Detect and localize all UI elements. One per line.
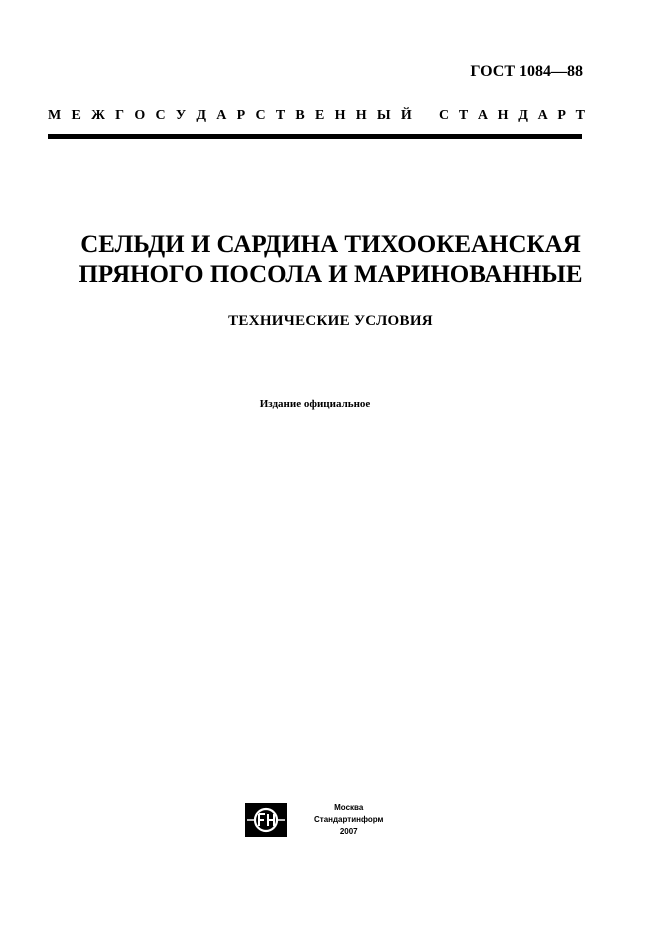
standard-type-letter: Р	[236, 108, 246, 123]
standard-type-letter: Д	[518, 108, 528, 123]
standard-type-letter: А	[216, 108, 227, 123]
standard-type-letter: С	[439, 108, 450, 123]
standard-type-letter: Й	[400, 108, 412, 123]
standard-type-letter: А	[477, 108, 488, 123]
document-subtitle: ТЕХНИЧЕСКИЕ УСЛОВИЯ	[228, 313, 433, 329]
standard-type-letter: О	[134, 108, 146, 123]
standard-type-letter: Н	[497, 108, 509, 123]
standard-type-letter: Н	[355, 108, 367, 123]
standard-type-letter: Н	[334, 108, 346, 123]
standard-type-letter: В	[295, 108, 305, 123]
publisher-block	[245, 802, 383, 838]
standard-type-letter: Г	[115, 108, 125, 123]
publisher-year: 2007	[339, 827, 358, 836]
standard-type-letter: Р	[557, 108, 566, 123]
standard-type-word-2	[439, 108, 585, 124]
standard-type-letter: С	[255, 108, 266, 123]
standard-type-letter: Т	[458, 108, 469, 123]
title-line-2: ПРЯНОГО ПОСОЛА И МАРИНОВАННЫЕ	[78, 261, 583, 288]
standard-type-letter: А	[537, 108, 548, 123]
document-title	[0, 230, 661, 290]
standard-type-letter: Д	[196, 108, 207, 123]
standard-type-letter: Е	[315, 108, 325, 123]
standard-type-word-1	[48, 108, 412, 124]
standard-type-letter: С	[155, 108, 166, 123]
standard-type-letter: Т	[575, 108, 585, 123]
standard-type-letter: Т	[275, 108, 286, 123]
standard-type-letter: Ж	[91, 108, 105, 123]
publisher-name: Стандартинформ	[314, 815, 384, 824]
standard-type-letter: М	[48, 108, 62, 123]
header-rule	[48, 134, 582, 139]
standard-type-letter: Е	[71, 108, 81, 123]
publisher-city: Москва	[334, 803, 364, 812]
title-line-1: СЕЛЬДИ И САРДИНА ТИХООКЕАНСКАЯ	[80, 231, 581, 258]
standard-type-letter: Ы	[376, 108, 391, 123]
standard-type-heading	[48, 108, 585, 124]
standartinform-logo-icon	[245, 803, 287, 837]
document-number: ГОСТ 1084—88	[470, 63, 583, 80]
standard-type-letter: У	[175, 108, 187, 123]
edition-note: Издание официальное	[259, 398, 371, 410]
publisher-info	[314, 802, 383, 838]
